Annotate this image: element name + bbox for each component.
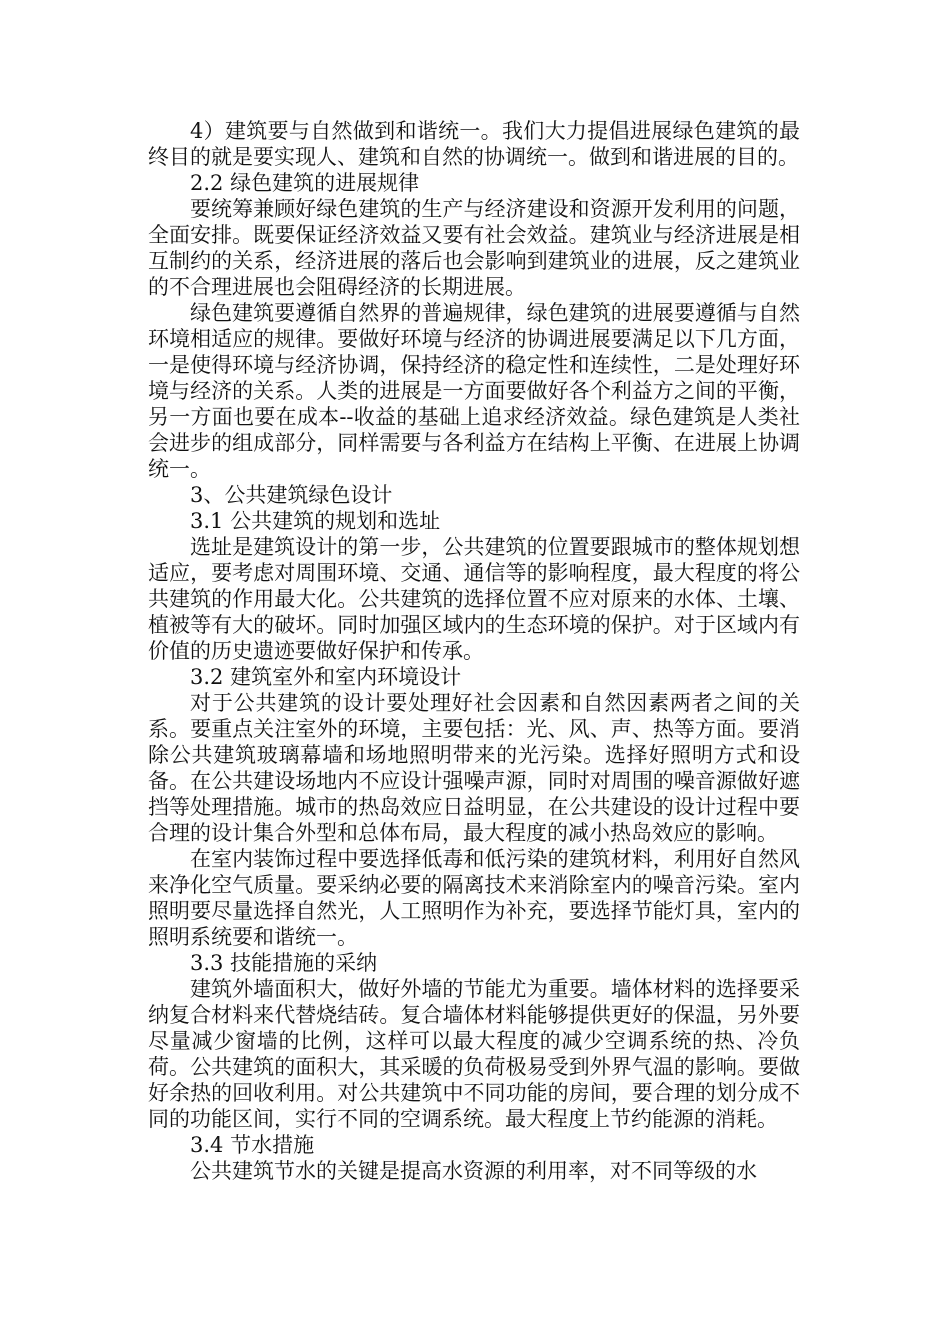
heading-3: 3、公共建筑绿色设计 [190, 483, 393, 507]
heading-3-3: 3.3 技能措施的采纳 [190, 951, 378, 975]
paragraph-water-saving: 公共建筑节水的关键是提高水资源的利用率，对不同等级的水 [190, 1159, 757, 1183]
paragraph-harmony: 4）建筑要与自然做到和谐统一。我们大力提倡进展绿色建筑的最终目的就是要实现人、建筑和自然的协调统一。做到和谐进展的目的。 [148, 119, 800, 169]
paragraph-indoor-environment: 在室内装饰过程中要选择低毒和低污染的建筑材料，利用好自然风来净化空气质量。要采纳必要的隔离技术来消除室内的噪音污染。室内照明要尽量选择自然光，人工照明作为补充，要选择节能灯具，室内的照明系统要和谐统一。 [148, 847, 800, 949]
paragraph-site-selection: 选址是建筑设计的第一步，公共建筑的位置要跟城市的整体规划想适应，要考虑对周围环境、交通、通信等的影响程度，最大程度的将公共建筑的作用最大化。公共建筑的选择位置不应对原来的水体、土壤、植被等有大的破坏。同时加强区域内的生态环境的保护。对于区域内有价值的历史遗迹要做好保护和传承。 [148, 535, 800, 663]
paragraph-overall-planning: 要统筹兼顾好绿色建筑的生产与经济建设和资源开发利用的问题，全面安排。既要保证经济效益又要有社会效益。建筑业与经济进展是相互制约的关系，经济进展的落后也会影响到建筑业的进展，反之建筑业的不合理进展也会阻碍经济的长期进展。 [148, 197, 800, 299]
paragraph-outdoor-environment: 对于公共建筑的设计要处理好社会因素和自然因素两者之间的关系。要重点关注室外的环境，主要包括：光、风、声、热等方面。要消除公共建筑玻璃幕墙和场地照明带来的光污染。选择好照明方式和设备。在公共建设场地内不应设计强噪声源，同时对周围的噪音源做好遮挡等处理措施。城市的热岛效应日益明显，在公共建设的设计过程中要合理的设计集合外型和总体布局，最大程度的减小热岛效应的影响。 [148, 691, 800, 845]
heading-3-4: 3.4 节水措施 [190, 1133, 315, 1157]
heading-3-1: 3.1 公共建筑的规划和选址 [190, 509, 441, 533]
document-page [148, 118, 800, 1184]
heading-3-2: 3.2 建筑室外和室内环境设计 [190, 665, 462, 689]
paragraph-energy-saving: 建筑外墙面积大，做好外墙的节能尤为重要。墙体材料的选择要采纳复合材料来代替烧结砖。复合墙体材料能够提供更好的保温，另外要尽量减少窗墙的比例，这样可以最大程度的减少空调系统的热、冷负荷。公共建筑的面积大，其采暖的负荷极易受到外界气温的影响。要做好余热的回收利用。对公共建筑中不同功能的房间，要合理的划分成不同的功能区间，实行不同的空调系统。最大程度上节约能源的消耗。 [148, 977, 800, 1131]
paragraph-natural-laws: 绿色建筑要遵循自然界的普遍规律，绿色建筑的进展要遵循与自然环境相适应的规律。要做好环境与经济的协调进展要满足以下几方面，一是使得环境与经济协调，保持经济的稳定性和连续性，二是处理好环境与经济的关系。人类的进展是一方面要做好各个利益方之间的平衡，另一方面也要在成本--收益的基础上追求经济效益。绿色建筑是人类社会进步的组成部分，同样需要与各利益方在结构上平衡、在进展上协调统一。 [148, 301, 800, 481]
heading-2-2: 2.2 绿色建筑的进展规律 [190, 171, 420, 195]
